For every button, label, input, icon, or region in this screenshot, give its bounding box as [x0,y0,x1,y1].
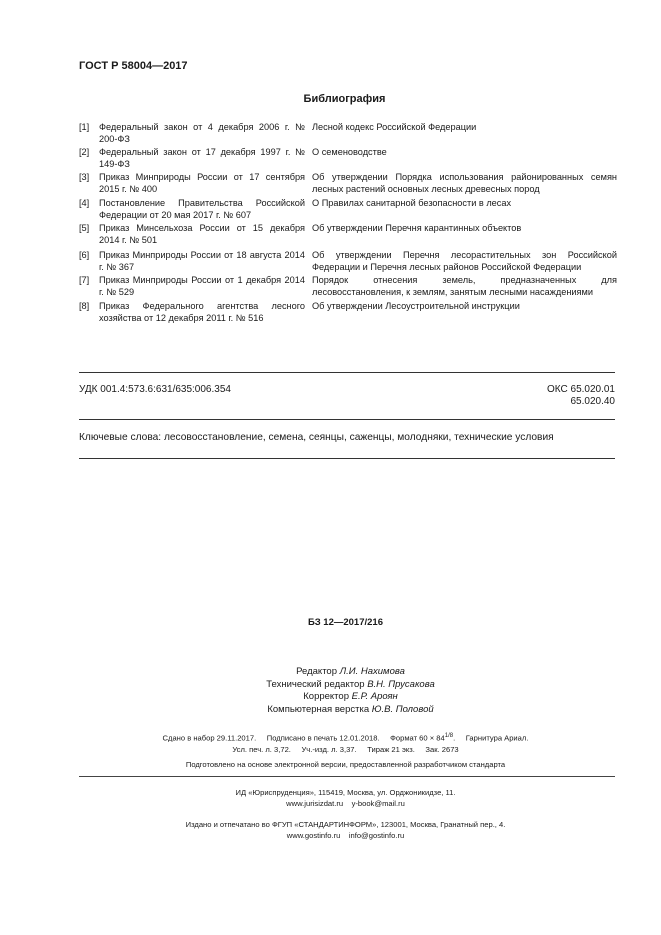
imprint-divider-1 [79,776,615,777]
staff-editor: Редактор Л.И. Нахимова [296,666,405,677]
imprint-line-2: Усл. печ. л. 3,72. Уч.-изд. л. 3,37. Тираж 21 экз. Зак. 2673 [232,744,459,754]
bib-title: Порядок отнесения земель, предназначенных для лесовосстановления, к землям, занятым лесными насаждениями [312,275,617,297]
bib-source: Федеральный закон от 4 декабря 2006 г. № 200-ФЗ [99,122,305,144]
keywords: Ключевые слова: лесовосстановление, семена, сеянцы, саженцы, молодняки, технические условия [79,432,554,443]
imprint-publisher: ИД «Юриспруденция», 115419, Москва, ул. Орджоникидзе, 11. www.jurisizdat.ru y-book@mail.ru [235,788,456,808]
bib-title: Об утверждении Лесоустроительной инструкции [312,301,520,311]
bib-number: [7] [79,275,90,285]
imprint-prepared: Подготовлено на основе электронной версии, предоставленной разработчиком стандарта [185,760,506,769]
imprint-printer: Издано и отпечатано во ФГУП «СТАНДАРТИНФОРМ», 123001, Москва, Гранатный пер., 4. www.gostinfo.ru info@gostinfo.ru [185,820,506,840]
bib-title: Лесной кодекс Российской Федерации [312,122,477,132]
bib-title: Об утверждении Перечня карантинных объектов [312,223,522,233]
bib-number: [5] [79,223,90,233]
divider-bottom [79,458,615,459]
bib-title: Об утверждении Порядка использования районированных семян лесных растений основных лесных древесных пород [312,172,617,194]
staff-tech-editor: Технический редактор В.Н. Прусакова [266,678,435,690]
bib-title: О Правилах санитарной безопасности в лесах [312,198,512,208]
oks-code-1: ОКС 65.020.01 [547,384,615,395]
bib-source: Приказ Минприроды России от 1 декабря 2014 г. № 529 [99,275,305,297]
bib-number: [8] [79,301,90,311]
bz-number: БЗ 12—2017/216 [308,617,383,628]
divider-top [79,372,615,373]
imprint-print-details [0,731,661,755]
oks-codes [547,384,615,408]
staff-corrector: Корректор Е.Р. Ароян [303,691,398,702]
oks-code-2: 65.020.40 [570,396,615,407]
bib-source: Приказ Минприроды России от 17 сентября 2015 г. № 400 [99,172,305,194]
document-id: ГОСТ Р 58004—2017 [79,60,188,72]
bib-source: Приказ Минсельхоза России от 15 декабря 2014 г. № 501 [99,223,305,245]
bib-source: Постановление Правительства Российской Федерации от 20 мая 2017 г. № 607 [99,198,305,220]
bibliography-title: Библиография [303,93,386,105]
bib-number: [3] [79,172,90,182]
bib-title: О семеноводстве [312,147,387,157]
bib-source: Приказ Федерального агентства лесного хозяйства от 12 декабря 2011 г. № 516 [99,301,305,323]
bib-source: Приказ Минприроды России от 18 августа 2014 г. № 367 [99,250,305,272]
bib-number: [1] [79,122,90,132]
staff-layout: Компьютерная верстка Ю.В. Половой [267,703,434,715]
bib-number: [4] [79,198,90,208]
divider-middle [79,419,615,420]
editorial-staff [0,666,661,716]
bib-title: Об утверждении Перечня лесорастительных зон Российской Федерации и Перечня лесных районов Российской Федерации [312,250,617,272]
bib-number: [2] [79,147,90,157]
imprint-line-1: Сдано в набор 29.11.2017. Подписано в печать 12.01.2018. Формат $60 \times 84^{1/8}$. Гарнитура Ариал. [162,733,529,743]
udk-code: УДК 001.4:573.6:631/635:006.354 [79,384,231,395]
bib-source: Федеральный закон от 17 декабря 1997 г. № 149-ФЗ [99,147,305,169]
bib-number: [6] [79,250,90,260]
